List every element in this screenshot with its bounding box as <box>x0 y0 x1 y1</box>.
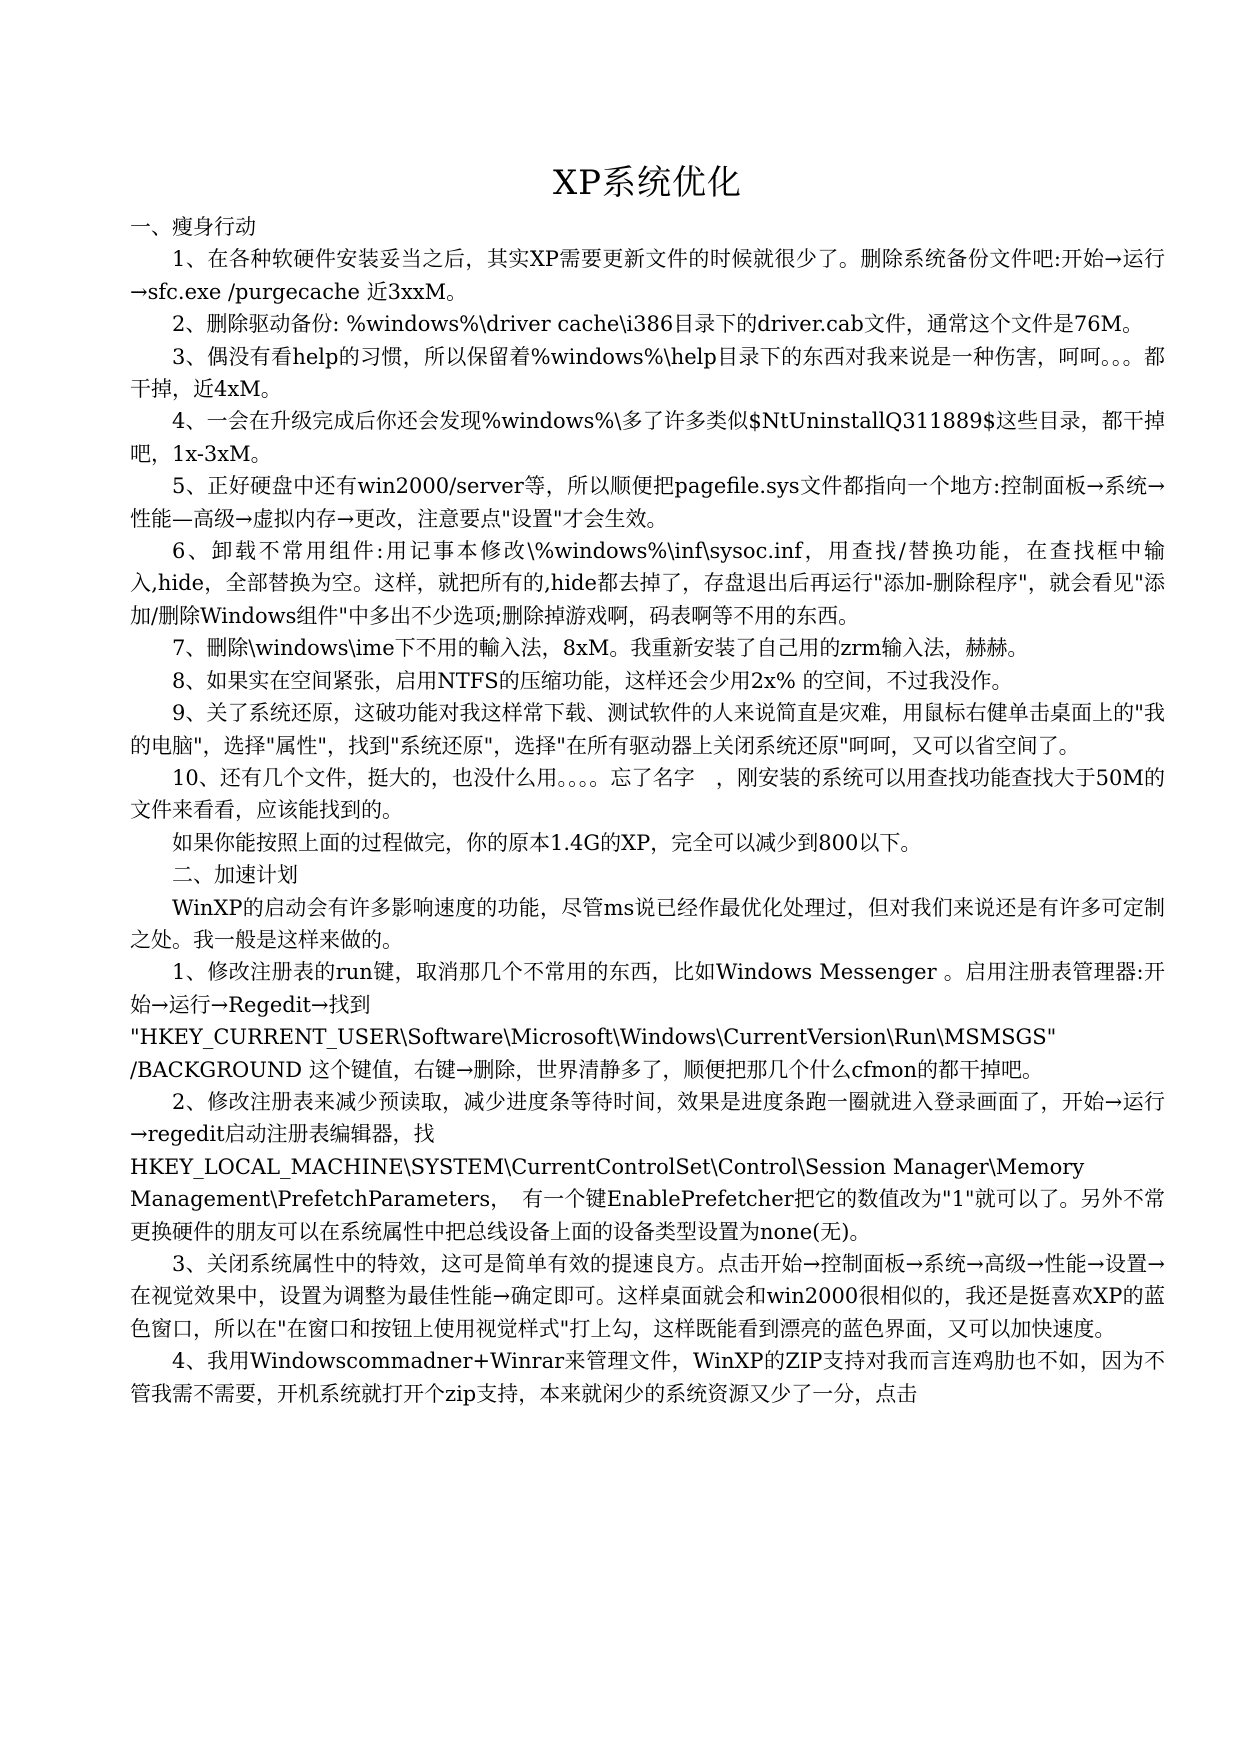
paragraph: 3、关闭系统属性中的特效，这可是简单有效的提速良方。点击开始→控制面板→系统→高级→性能→设置→在视觉效果中，设置为调整为最佳性能→确定即可。这样桌面就会和win2000很相似的，我还是挺喜欢XP的蓝色窗口，所以在"在窗口和按钮上使用视觉样式"打上勾，这样既能看到漂亮的蓝色界面，又可以加快速度。 <box>130 1252 1165 1341</box>
paragraph: 9、关了系统还原，这破功能对我这样常下载、测试软件的人来说简直是灾难，用鼠标右健单击桌面上的"我的电脑"，选择"属性"，找到"系统还原"，选择"在所有驱动器上关闭系统还原"呵呵，又可以省空间了。 <box>130 701 1165 758</box>
paragraph: 2、删除驱动备份: %windows%\driver cache\i386目录下的driver.cab文件，通常这个文件是76M。 <box>172 312 1144 337</box>
paragraph: 7、刪除\windows\ime下不用的輸入法，8xM。我重新安装了自己用的zrm输入法，赫赫。 <box>172 636 1029 661</box>
paragraph: 1、在各种软硬件安装妥当之后，其实XP需要更新文件的时候就很少了。删除系统备份文件吧:开始→运行→sfc.exe /purgecache 近3xxM。 <box>130 247 1165 304</box>
paragraph: 如果你能按照上面的过程做完，你的原本1.4G的XP，完全可以减少到800以下。 <box>172 830 922 855</box>
section-heading: 一、瘦身行动 <box>130 215 256 239</box>
paragraph: 4、一会在升级完成后你还会发现%windows%\多了许多类似$NtUninstallQ311889$这些目录，都干掉吧，1x-3xM。 <box>130 409 1165 466</box>
paragraph: 10、还有几个文件，挺大的，也没什么用。。。。忘了名字 ，刚安装的系统可以用查找功能查找大于50M的文件来看看，应该能找到的。 <box>130 765 1165 823</box>
paragraph: 3、偶没有看help的习惯，所以保留着%windows%\help目录下的东西对我来说是一种伤害，呵呵。。。都干掉，近4xM。 <box>130 344 1165 402</box>
paragraph: 6、卸载不常用组件:用记事本修改\%windows%\inf\sysoc.inf，用查找/替换功能，在查找框中输入,hide，全部替换为空。这样，就把所有的,hide都去掉了，存盘退出后再运行"添加-删除程序"，就会看见"添加/删除Windows组件"中多出不少选项;删除掉游戏啊，码表啊等不用的东西。 <box>130 539 1165 628</box>
paragraph: Management\PrefetchParameters， 有一个键EnablePrefetcher把它的数值改为"1"就可以了。另外不常更换硬件的朋友可以在系统属性中把总线设备上面的设备类型设置为none(无)。 <box>130 1187 1165 1244</box>
paragraph: 4、我用Windowscommadner+Winrar来管理文件，WinXP的ZIP支持对我而言连鸡肋也不如，因为不管我需不需要，开机系统就打开个zip支持，本来就闲少的系统资源又少了一分，点击 <box>130 1349 1165 1406</box>
document-page <box>130 155 1165 1410</box>
registry-path: "HKEY_CURRENT_USER\Software\Microsoft\Windows\CurrentVersion\Run\MSMSGS" <box>130 1025 1057 1050</box>
paragraph: 1、修改注册表的run键，取消那几个不常用的东西，比如Windows Messenger 。启用注册表管理器:开始→运行→Regedit→找到 <box>130 960 1165 1017</box>
paragraph: /BACKGROUND 这个键值，右键→删除，世界清静多了，顺便把那几个什么cfmon的都干掉吧。 <box>130 1057 1044 1082</box>
section-heading: 二、加速计划 <box>172 863 298 888</box>
paragraph: 8、如果实在空间紧张，启用NTFS的压缩功能，这样还会少用2x% 的空间，不过我没作。 <box>172 668 1013 693</box>
paragraph: WinXP的启动会有许多影响速度的功能，尽管ms说已经作最优化处理过，但对我们来说还是有许多可定制之处。我一般是这样来做的。 <box>130 895 1165 952</box>
paragraph: 2、修改注册表来减少预读取，减少进度条等待时间，效果是进度条跑一圈就进入登录画面了，开始→运行→regedit启动注册表编辑器，找 <box>130 1089 1165 1147</box>
paragraph: 5、正好硬盘中还有win2000/server等，所以顺便把pagefile.sys文件都指向一个地方:控制面板→系统→性能—高级→虚拟内存→更改，注意要点"设置"才会生效。 <box>130 474 1165 531</box>
document-body <box>130 211 1165 1410</box>
registry-path: HKEY_LOCAL_MACHINE\SYSTEM\CurrentControlSet\Control\Session Manager\Memory <box>130 1154 1085 1179</box>
document-title: XP系统优化 <box>552 163 743 203</box>
